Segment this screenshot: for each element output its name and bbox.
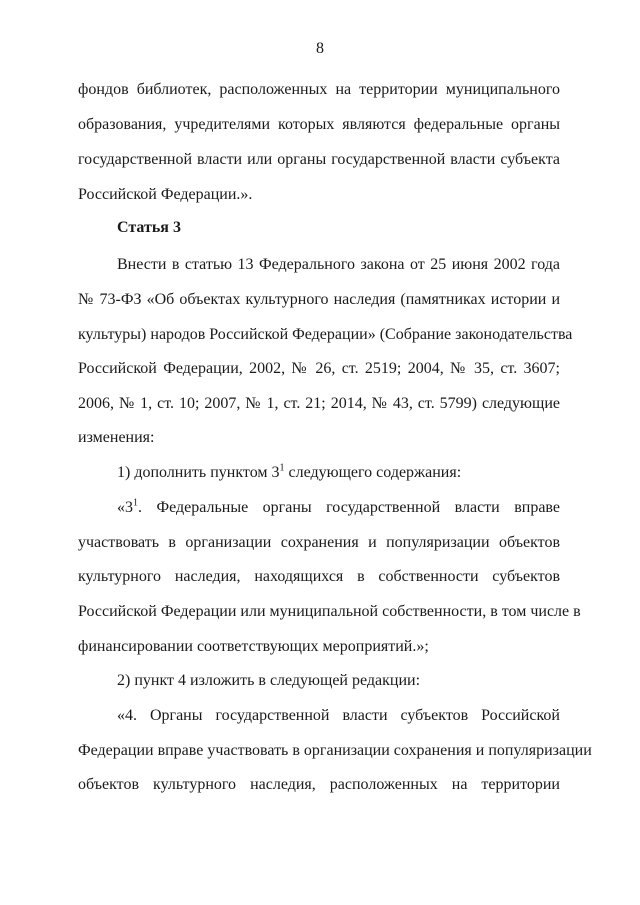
paragraph-line: 2006, № 1, ст. 10; 2007, № 1, ст. 21; 2014, № 43, ст. 5799) следующие	[78, 395, 560, 412]
paragraph-line: объектов культурного наследия, расположенных на территории	[78, 776, 560, 793]
paragraph-line: № 73-ФЗ «Об объектах культурного наследия (памятниках истории и	[78, 291, 560, 308]
text-fragment: следующего содержания:	[284, 464, 462, 481]
text-fragment: «3	[117, 499, 133, 516]
paragraph-line: «4. Органы государственной власти субъектов Российской	[117, 707, 560, 724]
superscript: 1	[279, 462, 285, 474]
article-heading: Статья 3	[117, 219, 181, 236]
paragraph-line	[117, 463, 560, 483]
paragraph-line: изменения:	[78, 429, 155, 446]
paragraph-line: Российской Федерации, 2002, № 26, ст. 2519; 2004, № 35, ст. 3607;	[78, 360, 560, 377]
paragraph-line: фондов библиотек, расположенных на территории муниципального	[78, 81, 560, 98]
paragraph-line	[117, 498, 560, 518]
paragraph-line: 2) пункт 4 изложить в следующей редакции:	[117, 672, 421, 689]
paragraph-line: государственной власти или органы государственной власти субъекта	[78, 151, 560, 168]
paragraph-line: участвовать в организации сохранения и популяризации объектов	[78, 534, 560, 551]
superscript: 1	[133, 497, 138, 509]
paragraph-line: культуры) народов Российской Федерации» (Собрание законодательства	[78, 326, 573, 343]
paragraph-line: финансировании соответствующих мероприятий.»;	[78, 638, 429, 655]
text-fragment: 1) дополнить пунктом 3	[117, 464, 280, 481]
paragraph-line: Российской Федерации или муниципальной собственности, в том числе в	[78, 603, 581, 620]
text-fragment: . Федеральные органы государственной власти вправе	[138, 499, 560, 516]
page-number: 8	[316, 40, 324, 57]
paragraph-line: культурного наследия, находящихся в собственности субъектов	[78, 568, 560, 585]
paragraph-line: Федерации вправе участвовать в организации сохранения и популяризации	[78, 742, 592, 759]
paragraph-line: Российской Федерации.».	[78, 186, 253, 203]
paragraph-line: Внести в статью 13 Федерального закона от 25 июня 2002 года	[117, 256, 560, 273]
paragraph-line: образования, учредителями которых являются федеральные органы	[78, 116, 560, 133]
